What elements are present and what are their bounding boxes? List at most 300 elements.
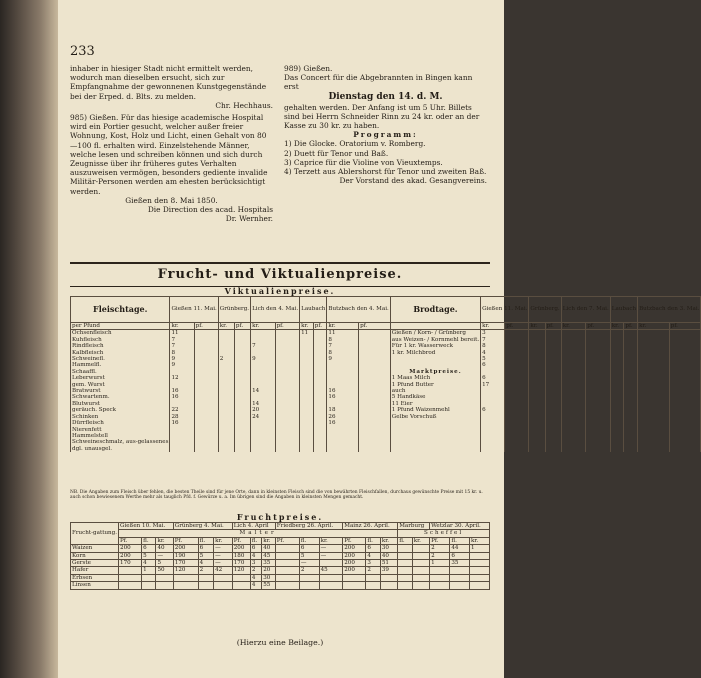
notice-heading: 989) Gießen.: [284, 64, 333, 73]
subcol: fl.: [142, 537, 156, 544]
price-pf: [194, 446, 218, 452]
subcol: pf.: [194, 323, 218, 330]
grain-price: 170: [232, 560, 250, 567]
meat-item: Schinken: [71, 414, 170, 420]
price-pf: [275, 330, 300, 337]
grain-price: [412, 552, 429, 559]
grain-price: [156, 582, 173, 589]
subcol: fl.: [450, 537, 470, 544]
price-kr: 14: [251, 388, 276, 394]
markt-title: Marktpreise.: [390, 369, 480, 375]
grain-price: 55: [262, 582, 276, 589]
notice-text: inhaber in hiesiger Stadt nicht ermittelt werden, wodurch man dieselben ersucht, sich zur Empfangnahme der gewonnenen Kunstgegenstände bei der Erped. d. Blts. zu melden.: [70, 64, 267, 101]
subcol: kr.: [300, 323, 314, 330]
price-pf: [545, 330, 561, 337]
price-pf: [313, 446, 327, 452]
table-row: [71, 446, 701, 452]
price-kr: 28: [170, 414, 194, 420]
price-kr: 17: [481, 382, 505, 388]
grain-price: [232, 574, 250, 581]
grain-price: —: [319, 545, 343, 552]
grain-price: [343, 574, 366, 581]
meat-item: Schwartenm.: [71, 394, 170, 400]
markt-item: 11 Eier: [390, 401, 480, 407]
price-kr: [638, 330, 670, 337]
grain-name: Korn: [71, 552, 119, 559]
subcol: pf.: [275, 323, 300, 330]
page-number: 233: [70, 44, 95, 59]
subcol: Pf.: [173, 537, 198, 544]
grain-price: 39: [380, 567, 397, 574]
meat-item: Kalbfleisch: [71, 350, 170, 356]
subcol: pf.: [586, 323, 611, 330]
markt-item: 5 Handkäse: [390, 394, 480, 400]
price-kr: 16: [327, 388, 359, 394]
notice-text: gehalten werden. Der Anfang ist um 5 Uhr. Billets sind bei Herrn Schneider Rinn zu 24 kr. oder an der Kasse zu 30 kr. zu haben.: [284, 102, 480, 131]
grain-price: 5: [198, 552, 213, 559]
price-pf: [234, 446, 250, 452]
place-header: Gießen 10. Mai.: [119, 523, 174, 530]
grain-name: Linsen: [71, 582, 119, 589]
grain-price: [232, 582, 250, 589]
grain-price: 3: [250, 560, 261, 567]
price-kr: [218, 446, 234, 452]
grain-price: 6: [198, 545, 213, 552]
grain-price: 2: [430, 552, 450, 559]
grain-price: [398, 582, 413, 589]
meat-item: dgl. unausgel.: [71, 446, 170, 452]
subcol: kr.: [262, 537, 276, 544]
footnote: NB. Die Angaben zum Fleisch über fehlen, die besten Theile sind für jene Orte, dann in kleinsten Fleisch sind die von bewährten Fleischfallen, durchaus gewünschte Preise mit 15 kr. u. auch schon bewiesenem Werthe mehr als tauglich Pfd. f. Gewürze u. a. Im übrigen sind die Angaben in kleinsten Mengen gemacht.: [70, 490, 483, 501]
grain-price: [214, 582, 233, 589]
program-item: 3) Caprice für die Violine von Vieuxtemps.: [284, 157, 443, 167]
grain-price: 200: [173, 545, 198, 552]
left-column: [70, 64, 273, 223]
price-pf: [669, 330, 701, 337]
grain-price: 42: [214, 567, 233, 574]
price-kr: [251, 330, 276, 337]
price-kr: 16: [170, 388, 194, 394]
concert-date: Dienstag den 14. d. M.: [328, 91, 443, 102]
price-kr: [529, 330, 545, 337]
price-kr: 22: [170, 407, 194, 413]
price-kr: [218, 330, 234, 337]
grain-price: 6: [299, 545, 319, 552]
price-kr: 8: [327, 337, 359, 343]
place-header: Grünberg 4. Mai.: [173, 523, 232, 530]
grain-price: 200: [119, 552, 142, 559]
meat-item: geräuch. Speck: [71, 407, 170, 413]
grain-price: [173, 574, 198, 581]
grain-price: 1: [142, 567, 156, 574]
subcol: kr.: [214, 537, 233, 544]
price-pf: [505, 446, 529, 452]
grain-price: 2: [299, 567, 319, 574]
price-kr: 16: [170, 420, 194, 426]
price-kr: 14: [251, 401, 276, 407]
place-header: Wetzlar 30. April.: [430, 523, 490, 530]
notice-text: 985) Gießen. Für das hiesige academische Hospital wird ein Portier gesucht, welcher außer freier Wohnung, Kost, Holz und Licht, einen Gehalt von 80—100 fl. erhalten wird. Einzelstehende Männer, welche lesen und schreiben können und sich durch Zeugnisse über ihr früheres gutes Verhalten auszuweisen vermögen, besonders gediente invalide Militär-Personen werden am ehesten berücksichtigt werden.: [70, 113, 268, 196]
price-kr: 16: [170, 394, 194, 400]
price-pf: [359, 330, 391, 337]
subcol: fl.: [366, 537, 380, 544]
grain-price: [469, 560, 489, 567]
price-kr: 9: [170, 356, 194, 362]
price-pf: [624, 446, 638, 452]
grain-price: [366, 574, 380, 581]
notice-signer: Chr. Hechhaus.: [215, 100, 273, 110]
subcol-spacer: [390, 323, 480, 330]
subcol: kr.: [251, 323, 276, 330]
grain-price: 2: [430, 545, 450, 552]
subcol: fl.: [250, 537, 261, 544]
column-header: Laubach: [610, 297, 637, 323]
price-kr: [529, 446, 545, 452]
grain-price: [450, 582, 470, 589]
grain-price: [198, 582, 213, 589]
price-pf: [313, 330, 327, 337]
price-kr: 3: [481, 330, 505, 337]
meat-item: Schweineschmalz, aus-gelassenes: [72, 439, 169, 446]
price-kr: [561, 446, 586, 452]
markt-item: 1 Pfund Waizenmehl: [390, 407, 480, 413]
price-kr: [561, 330, 586, 337]
program-item: 1) Die Glocke. Oratorium v. Romberg.: [284, 139, 426, 149]
subcol: Pf.: [232, 537, 250, 544]
viktualien-title: Viktualienpreise.: [224, 286, 336, 296]
price-kr: [638, 446, 670, 452]
grain-price: 200: [232, 545, 250, 552]
price-kr: 6: [481, 375, 505, 381]
grain-price: [275, 560, 299, 567]
price-kr: 24: [251, 414, 276, 420]
price-pf: [505, 330, 529, 337]
grain-price: 200: [343, 560, 366, 567]
grain-price: [319, 582, 343, 589]
price-kr: 7: [170, 337, 194, 343]
grain-price: [299, 574, 319, 581]
price-pf: [624, 330, 638, 337]
place-header: Lich 4. April: [232, 523, 275, 530]
place-header: Friedberg 26. April.: [275, 523, 342, 530]
table-row: [71, 552, 490, 559]
column-header: Grünberg.: [218, 297, 250, 323]
subcol: kr.: [218, 323, 234, 330]
grain-price: 1: [430, 560, 450, 567]
frucht-table: [70, 522, 490, 590]
unit-malter: Malter: [119, 530, 398, 537]
program-title: Programm:: [353, 130, 418, 140]
grain-price: 30: [380, 545, 397, 552]
price-kr: 7: [327, 343, 359, 349]
grain-price: 40: [380, 552, 397, 559]
prices-banner: [70, 262, 490, 287]
subcol: pf.: [313, 323, 327, 330]
grain-price: 4: [198, 560, 213, 567]
grain-price: 3: [366, 560, 380, 567]
notice-date: Gießen den 8. Mai 1850.: [125, 195, 218, 205]
frucht-title: Fruchtpreise.: [236, 512, 324, 522]
meat-item: Nierenfett: [71, 427, 170, 433]
meat-item: Bratwurst: [71, 388, 170, 394]
grain-price: [275, 582, 299, 589]
price-kr: [481, 446, 505, 452]
grain-price: 51: [380, 560, 397, 567]
grain-price: 170: [173, 560, 198, 567]
subcol: kr.: [529, 323, 545, 330]
grain-price: —: [156, 552, 173, 559]
grain-price: 200: [343, 552, 366, 559]
viktualien-table: [70, 296, 700, 452]
price-kr: 7: [170, 343, 194, 349]
grain-price: [398, 567, 413, 574]
meat-header: Fleischtage.: [71, 297, 170, 323]
subcol: kr.: [319, 537, 343, 544]
grain-price: [173, 582, 198, 589]
grain-name: Waizen: [71, 545, 119, 552]
grain-price: [430, 574, 450, 581]
grain-price: 4: [250, 552, 261, 559]
grain-price: 6: [250, 545, 261, 552]
grain-price: [450, 574, 470, 581]
grain-price: 50: [156, 567, 173, 574]
grain-price: [142, 574, 156, 581]
subcol: Pf.: [430, 537, 450, 544]
column-header: Laubach: [300, 297, 327, 323]
price-kr: 12: [170, 375, 194, 381]
grain-price: 200: [119, 545, 142, 552]
program-item: 4) Terzett aus Ablershorst für Tenor und zweiten Baß.: [284, 167, 487, 177]
subcol: pf.: [669, 323, 701, 330]
subcol: kr.: [327, 323, 359, 330]
program-item: 2) Duett für Tenor und Baß.: [284, 148, 389, 158]
grain-header: Frucht-gattung.: [71, 523, 119, 545]
price-kr: 20: [251, 407, 276, 413]
price-kr: 11: [327, 330, 359, 337]
place-header: Mainz 26. April.: [343, 523, 398, 530]
grain-price: [380, 582, 397, 589]
subcol: fl.: [398, 537, 413, 544]
bread-label: Gießen / Korn- / Grünberg: [390, 330, 480, 337]
subcol: kr.: [380, 537, 397, 544]
grain-price: 45: [262, 552, 276, 559]
grain-price: 190: [173, 552, 198, 559]
grain-price: 2: [198, 567, 213, 574]
grain-price: 1: [469, 545, 489, 552]
subcol: fl.: [198, 537, 213, 544]
grain-price: [198, 574, 213, 581]
grain-price: [119, 582, 142, 589]
grain-price: [430, 567, 450, 574]
grain-price: 6: [142, 545, 156, 552]
grain-price: 120: [232, 567, 250, 574]
grain-price: [412, 574, 429, 581]
grain-price: 170: [119, 560, 142, 567]
grain-price: [398, 552, 413, 559]
column-header: Gießen 11. Mai.: [481, 297, 529, 323]
price-kr: [170, 446, 194, 452]
column-header: Grünberg.: [529, 297, 561, 323]
markt-item: 1 Pfund Butter: [390, 382, 480, 388]
price-pf: [234, 330, 250, 337]
table-row: [71, 567, 490, 574]
meat-item: Leberwurst: [71, 375, 170, 381]
grain-price: [412, 545, 429, 552]
grain-price: 4: [366, 552, 380, 559]
bread-cell: [390, 446, 480, 452]
grain-price: [450, 567, 470, 574]
grain-name: Erbsen: [71, 574, 119, 581]
grain-price: [412, 567, 429, 574]
price-kr: 7: [481, 337, 505, 343]
subcol: kr.: [561, 323, 586, 330]
notice-text: Das Concert für die Abgebrannten in Bingen kann erst: [284, 73, 473, 92]
subcol: pf.: [234, 323, 250, 330]
meat-item: Rindfleisch: [71, 343, 170, 349]
grain-price: 4: [250, 582, 261, 589]
grain-price: 5: [156, 560, 173, 567]
grain-price: 5: [299, 552, 319, 559]
price-kr: 8: [327, 350, 359, 356]
price-kr: 6: [481, 407, 505, 413]
grain-price: 35: [450, 560, 470, 567]
price-kr: [327, 446, 359, 452]
meat-item: Schaaffl.: [71, 369, 170, 375]
price-pf: [586, 330, 611, 337]
markt-item: 1 Maas Milch: [390, 375, 480, 381]
grain-price: 44: [450, 545, 470, 552]
price-kr: [610, 446, 624, 452]
grain-price: [343, 582, 366, 589]
grain-price: [398, 574, 413, 581]
grain-price: [275, 552, 299, 559]
grain-price: [119, 567, 142, 574]
table-row: [71, 582, 490, 589]
bread-label: 1 kr. Milchbrod: [390, 350, 480, 356]
subcol: pf.: [359, 323, 391, 330]
grain-price: —: [214, 545, 233, 552]
subcol: kr.: [156, 537, 173, 544]
grain-price: [275, 567, 299, 574]
grain-price: 40: [262, 545, 276, 552]
grain-price: 2: [366, 567, 380, 574]
document-page: [58, 0, 700, 678]
grain-price: 45: [319, 567, 343, 574]
grain-price: 4: [250, 574, 261, 581]
subcol: pf.: [545, 323, 561, 330]
grain-price: —: [299, 560, 319, 567]
unit-scheffel: Scheffel: [398, 530, 490, 537]
grain-price: 6: [450, 552, 470, 559]
grain-price: —: [214, 552, 233, 559]
subcol: kr.: [638, 323, 670, 330]
grain-price: [398, 560, 413, 567]
meat-item: Ochsenfleisch: [71, 330, 170, 337]
price-kr: 9: [327, 356, 359, 362]
grain-price: [469, 567, 489, 574]
meat-item: Kuhfleisch: [71, 337, 170, 343]
price-kr: [251, 446, 276, 452]
price-kr: 4: [481, 350, 505, 356]
price-kr: 16: [327, 420, 359, 426]
subcol: fl.: [299, 537, 319, 544]
price-pf: [359, 446, 391, 452]
meat-item: Blutwurst: [71, 401, 170, 407]
grain-price: [366, 582, 380, 589]
grain-price: —: [214, 560, 233, 567]
grain-price: [412, 582, 429, 589]
price-kr: 6: [481, 362, 505, 368]
subcol: kr.: [610, 323, 624, 330]
meat-item: gem. Wurst: [71, 382, 170, 388]
grain-price: [430, 582, 450, 589]
grain-price: 4: [142, 560, 156, 567]
price-kr: 7: [251, 343, 276, 349]
subcol: kr.: [412, 537, 429, 544]
meat-item: Dürrfleisch: [71, 420, 170, 426]
grain-price: 35: [262, 560, 276, 567]
price-kr: 5: [481, 356, 505, 362]
grain-price: [469, 574, 489, 581]
subcol: kr.: [469, 537, 489, 544]
grain-name: Gerste: [71, 560, 119, 567]
grain-price: 5: [142, 552, 156, 559]
grain-price: 20: [262, 567, 276, 574]
table-row: [71, 330, 701, 337]
price-kr: 2: [218, 356, 234, 362]
grain-price: [398, 545, 413, 552]
notice-signer: Dr. Wernher.: [225, 214, 273, 224]
markt-item: Gelbe Vorschuß: [390, 414, 480, 420]
price-kr: 11: [300, 330, 314, 337]
grain-price: 200: [343, 567, 366, 574]
grain-price: [412, 560, 429, 567]
subcol: Pf.: [119, 537, 142, 544]
price-pf: [586, 446, 611, 452]
table-row: [71, 560, 490, 567]
bread-header: Brodtage.: [390, 297, 480, 323]
grain-price: 200: [343, 545, 366, 552]
subcol: kr.: [481, 323, 505, 330]
column-header: Butzbach den 3. Mai.: [638, 297, 701, 323]
grain-price: [319, 574, 343, 581]
grain-price: —: [319, 552, 343, 559]
table-row: [71, 545, 490, 552]
grain-price: [275, 574, 299, 581]
price-kr: 8: [170, 350, 194, 356]
grain-price: [319, 560, 343, 567]
unit-label: per Pfund: [71, 323, 170, 330]
price-kr: 26: [327, 414, 359, 420]
table-row: [71, 574, 490, 581]
price-kr: 8: [481, 343, 505, 349]
grain-price: [156, 574, 173, 581]
column-header: Lich den 4. Mai.: [251, 297, 300, 323]
subcol: Pf.: [343, 537, 366, 544]
price-kr: 11: [170, 330, 194, 337]
notice-signer: Die Direction des acad. Hospitals: [147, 205, 273, 215]
meat-item: Schweinefl.: [71, 356, 170, 362]
grain-price: [214, 574, 233, 581]
price-pf: [545, 446, 561, 452]
notice-signer: Der Vorstand des akad. Gesangvereins.: [339, 176, 487, 186]
grain-price: 30: [262, 574, 276, 581]
markt-item: auch: [390, 388, 480, 394]
book-spine: [0, 0, 58, 678]
column-header: Butzbach den 4. Mai.: [327, 297, 390, 323]
subcol: pf.: [505, 323, 529, 330]
price-kr: 9: [251, 356, 276, 362]
